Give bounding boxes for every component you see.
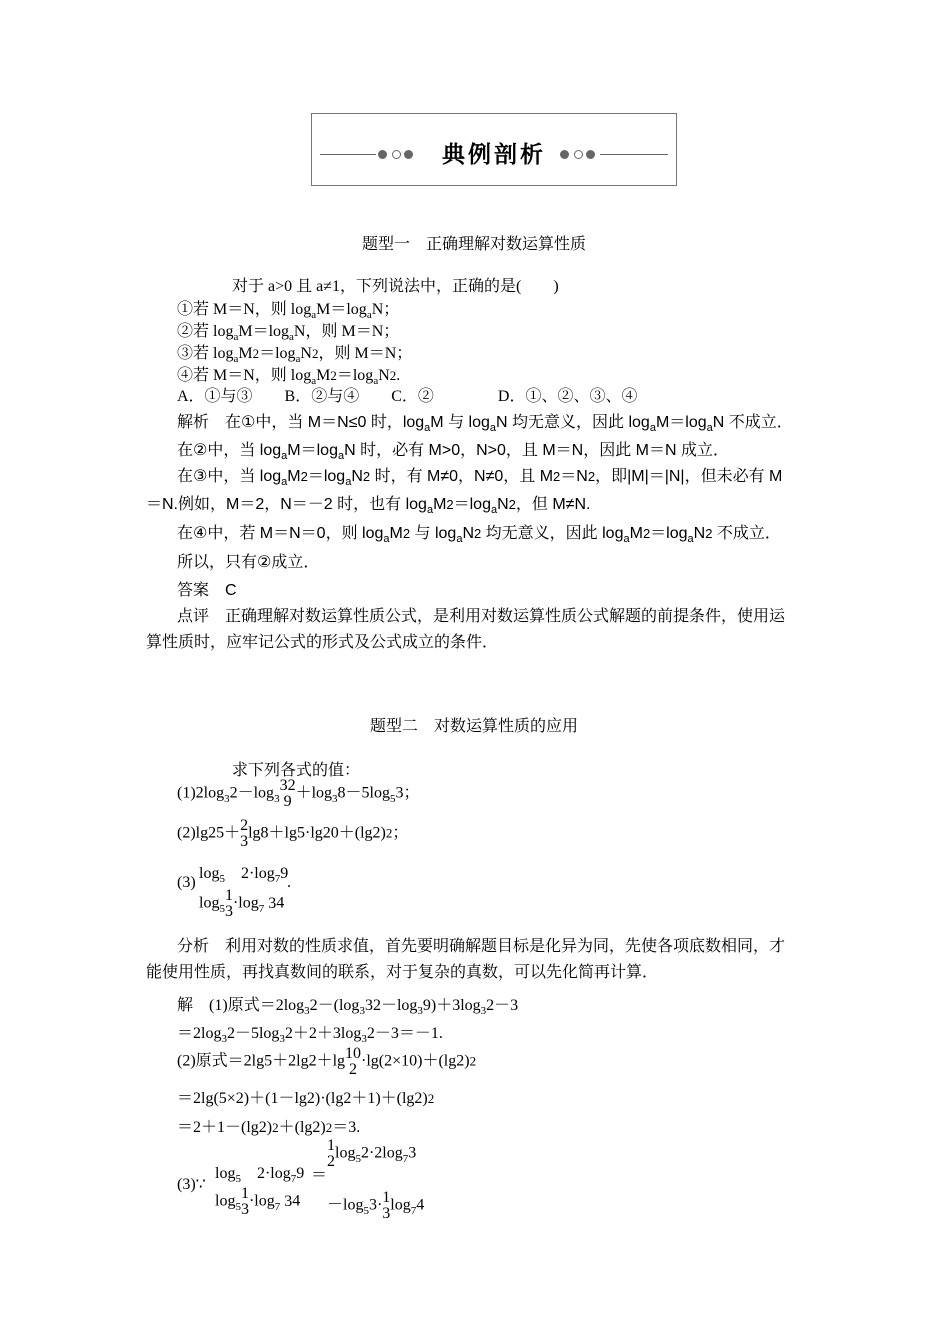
analysis-line-2: 在②中，当 $\log_aM=\log_aN$ 时，必有 M>0，N>0，且 M＝N，因此 M＝N 成立．: [177, 442, 730, 462]
solution-2-line-2: ＝2lg(5×2)＋(1－lg2)·(lg2＋1)＋(lg2)2: [177, 1090, 435, 1107]
solution-label: 解: [177, 997, 194, 1014]
answer-value: C: [225, 582, 237, 599]
problem-1: $(1)2\log_32-\log_3$ 32 9 $+\log_38-5\log_53$；: [177, 777, 420, 810]
banner-ornament-left: [378, 150, 387, 159]
banner-ornament-right-2: [586, 150, 595, 159]
analysis2-label: 分析: [177, 938, 210, 955]
analysis-label: 解析: [177, 414, 210, 431]
solution-2-line-3: ＝2＋1－(lg2)2＋(lg2)2＝3.: [177, 1119, 361, 1136]
option-2: ②若 $\log_aM=\log_aN$，则 M＝N；: [177, 323, 400, 343]
analysis-conclusion: 所以，只有②成立．: [177, 554, 320, 571]
section2-heading: 题型二 对数运算性质的应用: [370, 718, 579, 735]
banner-ornament-left-2: [404, 150, 413, 159]
analysis-line-3: 在③中，当 $\log_aM2=\log_aN2$ 时，有 M≠0，N≠0，且 M2＝N2，即|M|＝|N|，但未必有 M: [177, 468, 783, 488]
banner-rule-right: [600, 154, 668, 155]
option-1: ①若 M＝N，则 $\log_aM=\log_aN$；: [177, 301, 400, 321]
comment-text-1: 正确理解对数运算性质公式，是利用对数运算性质公式解题的前提条件，使用运: [225, 608, 786, 625]
banner-ornament-right-ring: [574, 150, 583, 159]
option-3-text: ③若 log: [177, 345, 234, 362]
banner-ornament-right: [560, 150, 569, 159]
analysis2-text-1: 利用对数的性质求值，首先要明确解题目标是化异为同，先使各项底数相同，才: [225, 938, 786, 955]
comment-line-1: [177, 603, 785, 626]
analysis-line-1: 解析 在①中，当 M＝N≤0 时，$\log_aM$ 与 $\log_aN$ 均无意义，因此 $\log_aM=\log_aN$ 不成立．: [177, 414, 793, 434]
solution-1-line-1: 解 (1)原式$=2\log_32-(\log_332-\log_39)+3\log_32-3$: [177, 997, 519, 1017]
problem-2: (2)lg25＋ 2 3 lg8＋lg5·lg20＋(lg2)2；: [177, 817, 409, 850]
option-4-text: ④若 M＝N，则 log: [177, 367, 312, 384]
comment-label: 点评: [177, 608, 210, 625]
solution-2-line-1: (2)原式＝2lg5＋2lg2＋lg 10 2 ·lg(2×10)＋(lg2)2: [177, 1045, 477, 1078]
solution-1-line-2: $=2\log_32-5\log_32+2+3\log_32-3=-1$.: [177, 1025, 443, 1045]
analysis-line-5: 在④中，若 M＝N＝0，则 $\log_aM2$ 与 $\log_aN2$ 均无意义，因此 $\log_aM2=\log_aN2$ 不成立．: [177, 525, 781, 545]
analysis-line-4: ＝N.例如，M＝2，N＝－2 时，也有 $\log_aM2=\log_aN2$，但 M≠N.: [146, 496, 591, 516]
section-banner: [311, 113, 677, 186]
option-1-text: ①若 M＝N，则 log: [177, 301, 312, 318]
option-4: ④若 M＝N，则 $\log_aM2=\log_aN2$.: [177, 367, 401, 387]
banner-rule-left: [320, 154, 376, 155]
section1-heading: 题型一 正确理解对数运算性质: [362, 236, 587, 253]
comment-line-2: 算性质时，应牢记公式的形式及公式成立的条件．: [146, 634, 499, 651]
analysis2-line-1: [177, 933, 785, 956]
section2-question: 求下列各式的值：: [232, 762, 361, 779]
option-2-text: ②若 log: [177, 323, 234, 340]
banner-title: 典例剖析: [442, 142, 546, 168]
option-3: ③若 $\log_aM2=\log_aN2$，则 M＝N；: [177, 345, 413, 365]
answer-choices: A．①与③ B．②与④ C．② D．①、②、③、④: [177, 388, 638, 405]
section1-question: 对于 a>0 且 a≠1，下列说法中，正确的是( ): [232, 278, 559, 295]
answer-label: 答案: [177, 582, 210, 599]
banner-ornament-left-ring: [392, 150, 401, 159]
answer-line: [177, 577, 237, 600]
analysis2-line-2: 能使用性质，再找真数间的联系，对于复杂的真数，可以先化简再计算．: [146, 964, 659, 981]
